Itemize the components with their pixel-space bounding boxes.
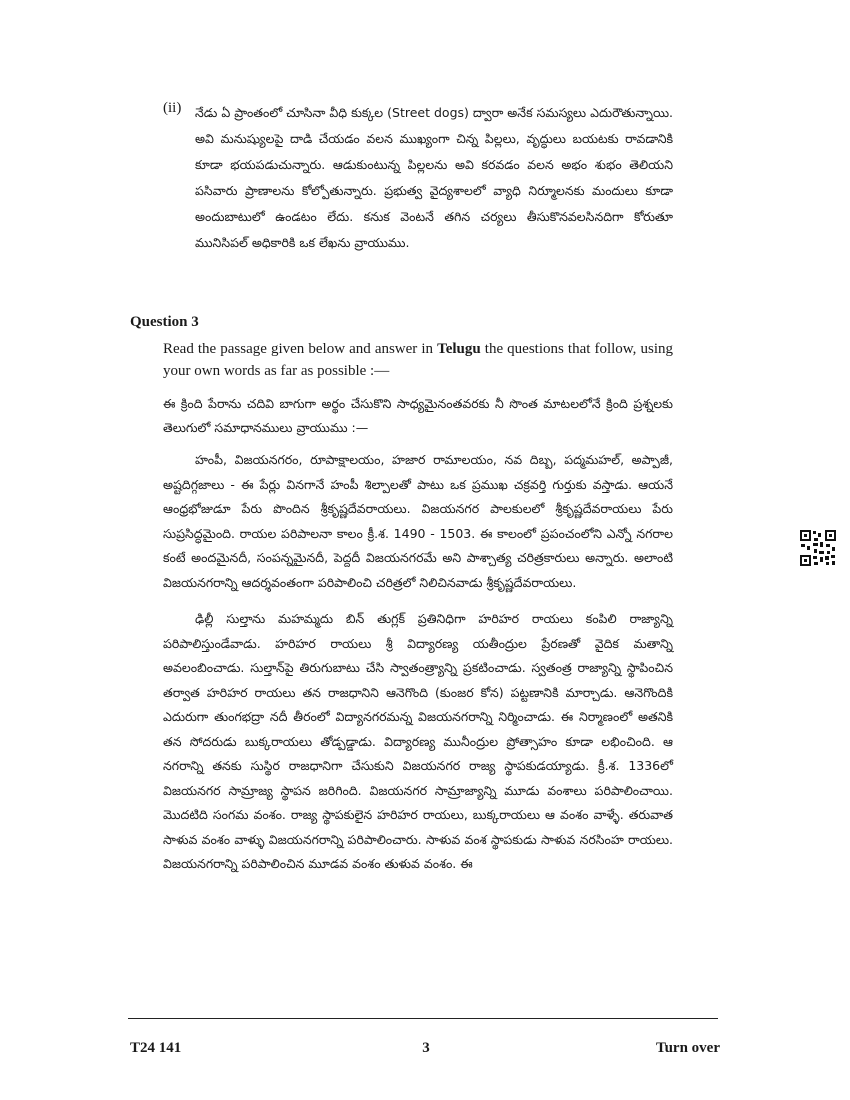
item-ii: [163, 100, 673, 256]
footer-divider: [128, 1018, 718, 1019]
instruction-language: Telugu: [437, 341, 481, 357]
item-ii-text: నేడు ఏ ప్రాంతంలో చూసినా వీధి కుక్కల (Street dogs) ద్వారా అనేక సమస్యలు ఎదురౌతున్నాయి. అవి మనుష్యులపై దాడి చేయడం వలన ముఖ్యంగా చిన్న పిల్లలు, వృద్ధులు బయటకు రావడానికి కూడా భయపడుచున్నారు. ఆడుకుంటున్న పిల్లలను అవి కరవడం వలన అభం శుభం తెలియని పసివారు ప్రాణాలను కోల్పోతున్నారు. ప్రభుత్వ వైద్యశాలలో వ్యాధి నిర్మూలనకు మందులు కూడా అందుబాటులో ఉండటం లేదు. కనుక వెంటనే తగిన చర్యలు తీసుకొనవలసినదిగా కోరుతూ మునిసిపల్ అధికారికి ఒక లేఖను వ్రాయుము.: [195, 105, 673, 250]
instruction-part-2: the questions that follow, using your own words as far as possible :—: [163, 341, 673, 379]
paper-code: T24 141: [130, 1040, 182, 1056]
turn-over-label: Turn over: [655, 1040, 720, 1056]
passage-paragraph-1: హంపీ, విజయనగరం, రూపాక్షాలయం, హజార రామాలయం, నవ దిబ్బ, పద్మమహల్, అప్పాజీ, అష్టదిగ్గజాలు - ఈ పేర్లు వినగానే హంపీ శిల్పాలతో పాటు ఒక ప్రముఖ చక్రవర్తి గుర్తుకు వస్తాడు. ఆయనే ఆంధ్రభోజుడూ పేరు పొందిన శ్రీకృష్ణదేవరాయలు. విజయనగర పాలకులలో శ్రీకృష్ణదేవరాయలు పేరు సుప్రసిద్ధమైంది. రాయల పరిపాలనా కాలం క్రీ.శ. 1490 - 1503. ఈ కాలంలో ప్రపంచంలోని ఎన్నో నగరాల కంటే అందమైనదీ, సంపన్నమైనదీ, పెద్దదీ విజయనగరమే అని పాశ్చాత్య చరిత్రకారులు అన్నారు. అలాంటి విజయనగరాన్ని ఆదర్శవంతంగా పరిపాలించి చరిత్రలో నిలిచినవాడు శ్రీకృష్ణదేవరాయలు.: [163, 452, 673, 590]
qr-code-icon: [799, 529, 837, 567]
item-number: (ii): [163, 100, 182, 116]
page-number: 3: [422, 1040, 430, 1056]
passage-paragraph-2: ఢిల్లీ సుల్తాను మహమ్మదు బిన్ తుగ్లక్ ప్రతినిధిగా హరిహర రాయలు కంపిలి రాజ్యాన్ని పరిపాలిస్తుండేవాడు. హరిహర రాయలు శ్రీ విద్యారణ్య యతీంద్రుల ప్రేరణతో వైదిక మతాన్ని అవలంబించాడు. సుల్తాన్‌పై తిరుగుబాటు చేసి స్వాతంత్ర్యాన్ని ప్రకటించాడు. స్వతంత్ర రాజ్యాన్ని స్థాపించిన తర్వాత హరిహర రాయలు తన రాజధానిని ఆనెగొంది (కుంజర కోన) పట్టణానికి మార్చాడు. ఆనెగొందికి ఎదురుగా తుంగభద్రా నదీ తీరంలో విద్యానగరమన్న విజయనగరాన్ని నిర్మించాడు. ఈ నిర్మాణంలో అతనికి తన సోదరుడు బుక్కరాయలు తోడ్పడ్డాడు. విద్యారణ్య మునీంద్రుల ప్రోత్సాహం కూడా లభించింది. ఆ నగరాన్ని తనకు సుస్థిర రాజధానిగా చేసుకుని విజయనగర రాజ్య స్థాపకుడయ్యాడు. క్రీ.శ. 1336లో విజయనగర సామ్రాజ్య స్థాపన జరిగింది. విజయనగర సామ్రాజ్యాన్ని మూడు వంశాలు పరిపాలించాయి. మొదటిది సంగమ వంశం. రాజ్య స్థాపకులైన హరిహర రాయలు, బుక్కరాయలు ఆ వంశం వాళ్ళే. తరువాత సాళువ వంశం వాళ్ళు విజయనగరాన్ని పరిపాలించారు. సాళువ వంశ స్థాపకుడు సాళువ నరసింహ రాయలు. విజయనగరాన్ని పరిపాలించిన మూడవ వంశం తుళువ వంశం. ఈ: [163, 611, 673, 871]
question-instruction-telugu: ఈ క్రింది పేరాను చదివి బాగుగా అర్థం చేసుకొని సాధ్యమైనంతవరకు నీ సొంత మాటలలోనే క్రింది ప్రశ్నలకు తెలుగులో సమాధానములు వ్రాయుము :—: [163, 396, 673, 435]
question-instruction: [163, 338, 673, 382]
passage: [163, 448, 673, 889]
question-heading: Question 3: [130, 314, 199, 330]
instruction-part-1: Read the passage given below and answer in: [163, 341, 438, 357]
